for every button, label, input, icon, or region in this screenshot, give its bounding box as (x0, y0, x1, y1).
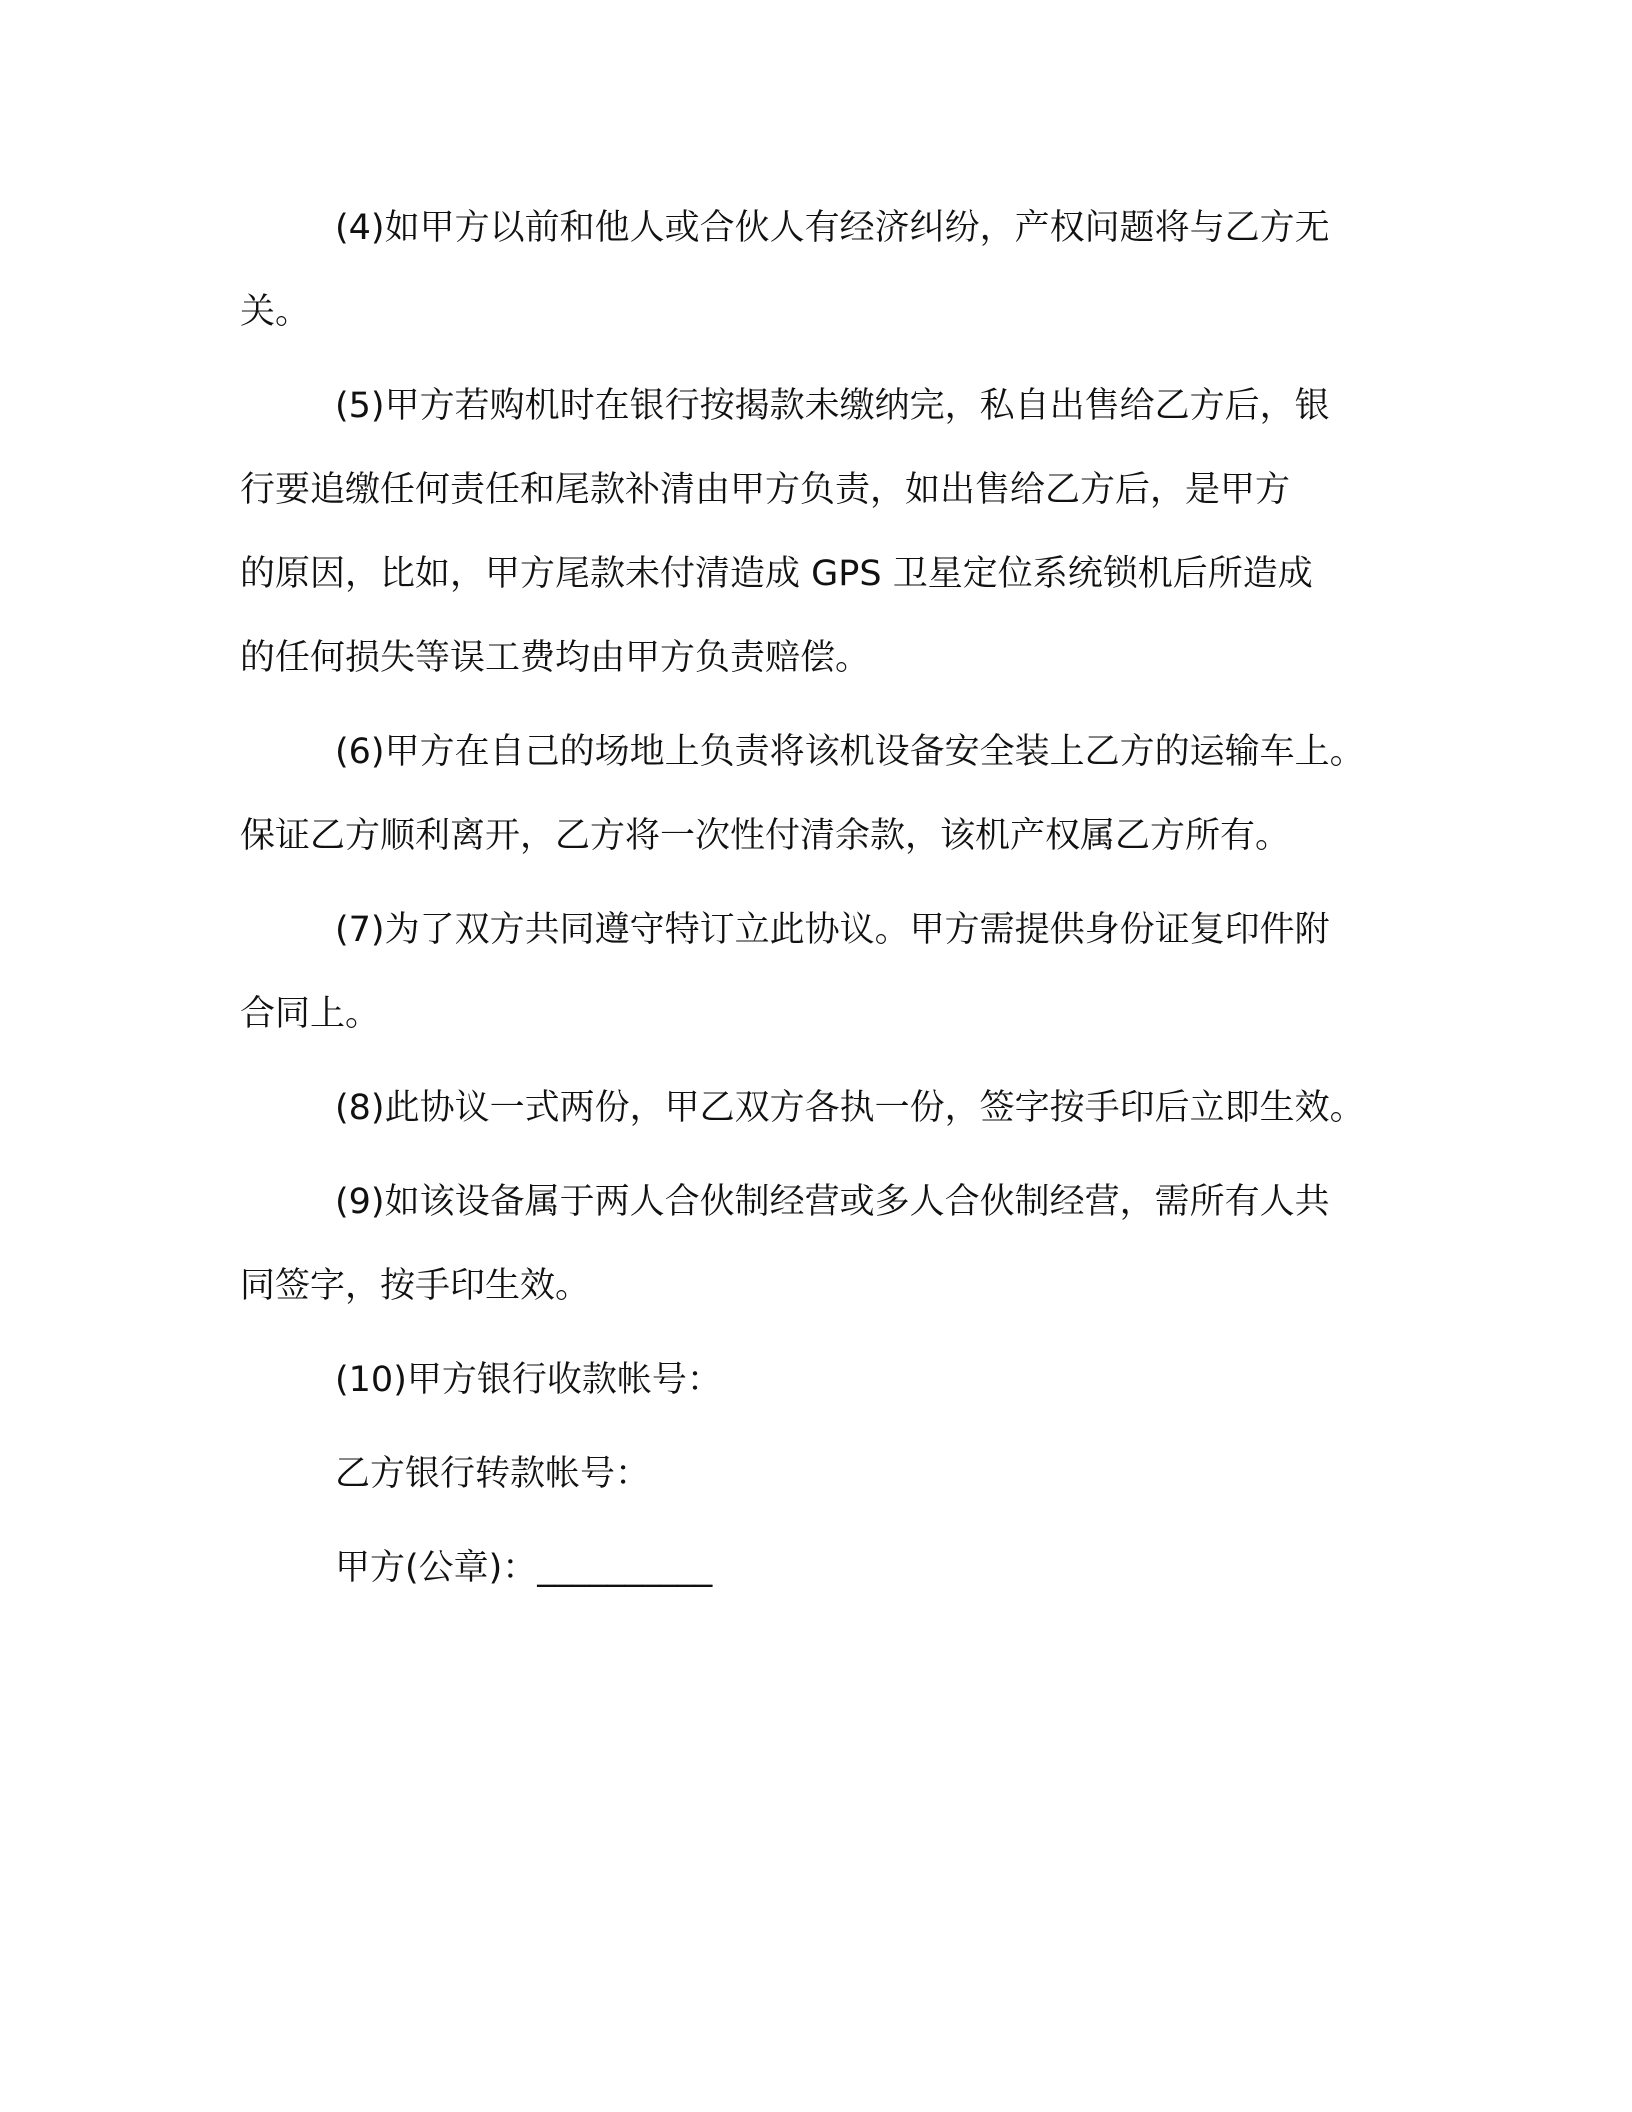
clause-4 (240, 186, 1400, 354)
clause-5-line-3: 的原因，比如，甲方尾款未付清造成 GPS 卫星定位系统锁机后所造成 (240, 554, 1313, 594)
clause-5-line-1: (5)甲方若购机时在银行按揭款未缴纳完，私自出售给乙方后，银 (335, 386, 1330, 426)
party-a-seal (240, 1526, 1400, 1610)
clause-8-line-1: (8)此协议一式两份，甲乙双方各执一份，签字按手印后立即生效。 (335, 1088, 1365, 1128)
clause-5-line-2: 行要追缴任何责任和尾款补清由甲方负责，如出售给乙方后，是甲方 (240, 470, 1291, 510)
clause-8 (240, 1066, 1400, 1150)
clause-7-line-1: (7)为了双方共同遵守特订立此协议。甲方需提供身份证复印件附 (335, 910, 1330, 950)
clause-7-line-2: 合同上。 (240, 994, 381, 1034)
party-b-account (240, 1432, 1400, 1516)
clause-4-line-1: (4)如甲方以前和他人或合伙人有经济纠纷，产权问题将与乙方无 (335, 208, 1330, 248)
party-a-account-label: (10)甲方银行收款帐号： (335, 1360, 722, 1400)
clause-5-line-4: 的任何损失等误工费均由甲方负责赔偿。 (240, 638, 871, 678)
clause-5 (240, 364, 1400, 700)
clause-10-party-a-account (240, 1338, 1400, 1422)
clause-9-line-2: 同签字，按手印生效。 (240, 1266, 591, 1306)
clause-6-line-2: 保证乙方顺利离开，乙方将一次性付清余款，该机产权属乙方所有。 (240, 816, 1291, 856)
clause-7 (240, 888, 1400, 1056)
clause-9 (240, 1160, 1400, 1328)
document-body (240, 186, 1400, 1620)
clause-6-line-1: (6)甲方在自己的场地上负责将该机设备安全装上乙方的运输车上。 (335, 732, 1365, 772)
party-a-seal-label: 甲方(公章)：__________ (335, 1548, 713, 1588)
party-b-account-label: 乙方银行转款帐号： (335, 1454, 651, 1494)
clause-9-line-1: (9)如该设备属于两人合伙制经营或多人合伙制经营，需所有人共 (335, 1182, 1330, 1222)
clause-6 (240, 710, 1400, 878)
clause-4-line-2: 关。 (240, 292, 311, 332)
